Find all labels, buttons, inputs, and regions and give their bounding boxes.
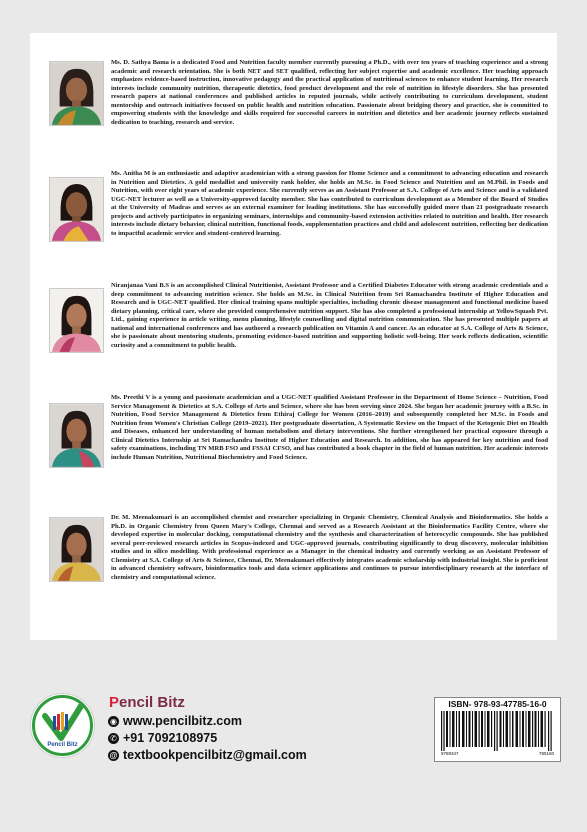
barcode-left-digits: 9789347 bbox=[441, 751, 459, 756]
profile-bio: Ms. D. Sathya Bama is a dedicated Food and Nutrition faculty member currently pursuing a Ph.D., with over ten years of teaching experience and a strong academic and research orientation. She is both NET and SET qualified, reflecting her subject expertise and academic excellence. Her teaching approach emphasizes evidence-based instruction, innovative pedagogy and the practical application of nutritional sciences to enhance student learning. Her research interests include community nutrition, therapeutic dietetics, food product development and the role of nutrition in lifestyle disorders. She has presented research papers at national conferences and published articles in reputed journals, while actively contributing to curriculum development, student mentorship and outreach initiatives focused on public health and nutrition education. Passionate about bridging theory and practice, she is committed to empowering students with the knowledge and skills required for successful careers in nutrition and dietetics and her academic journey reflects sustained dedication to teaching, research and service. bbox=[111, 59, 548, 126]
portrait-photo-icon bbox=[49, 177, 104, 242]
pencil-bitz-logo-icon bbox=[30, 693, 95, 758]
phone-icon: ✆ bbox=[108, 733, 119, 744]
biography-panel bbox=[30, 33, 557, 640]
barcode-digits bbox=[441, 751, 554, 756]
website-text: www.pencilbitz.com bbox=[123, 714, 242, 728]
portrait-photo-icon bbox=[49, 61, 104, 126]
website-link[interactable] bbox=[108, 713, 242, 729]
profile-bio: Ms. Preethi V is a young and passionate academician and a UGC-NET qualified Assistant Professor in the Department of Home Science – Nutrition, Food Service Management & Dietetics at S.A. College of Arts and Science, where she has been serving since 2024. She began her academic journey with a B.Sc. in Nutrition, Food Service Management & Dietetics from Ethiraj College for Women (2016–2019) and subsequently completed her M.Sc. in Foods and Nutrition from Women's Christian College (2019–2021). Her postgraduate dissertation, A Systematic Review on the Impact of the Ketogenic Diet on Health and Diseases, enhanced her understanding of human metabolism and dietary interventions. She further strengthened her practical exposure through a Clinical Dietetics Internship at Sri Ramachandra Institute of Higher Education and Research. In addition, she has appeared for key nutrition and food safety examinations, including TN MRB FSO and FSSAI CFSO, and has contributed a book chapter in the field of human nutrition. Her academic interests include Human Nutrition, Nutritional Biochemistry and Food Science. bbox=[111, 394, 548, 461]
portrait-photo-icon bbox=[49, 517, 104, 582]
barcode-icon bbox=[441, 711, 554, 751]
publisher-brand: Pencil Bitz bbox=[109, 694, 185, 711]
profile-bio: Niranjanaa Vani B.S is an accomplished Clinical Nutritionist, Assistant Professor and a Certified Diabetes Educator with strong academic credentials and a deep commitment to advancing nutrition science. She holds an M.Sc. in Clinical Nutrition from Sri Ramachandra Institute of Higher Education and Research and is UGC-NET qualified. Her clinical training spans multiple specialties, including chronic disease management and functional medicine based dietary planning, critical care, where she provided comprehensive nutrition support. She has also completed a professional internship at YellowSquash Pvt. Ltd., gaining experience in article writing, menu planning, lifestyle counselling and digital nutrition communication. She has presented multiple papers at national and international conferences and has authored a research publication on Vitamin A and cancer. As an educator at S.A. College of Arts & Science, she is passionate about mentoring students, promoting evidence-based nutrition and supporting holistic well-being. Her work reflects dedication, scientific curiosity and a commitment to public health. bbox=[111, 282, 548, 349]
isbn-barcode bbox=[434, 697, 561, 762]
phone-contact[interactable] bbox=[108, 730, 217, 746]
at-icon: @ bbox=[109, 750, 118, 760]
portrait-photo-icon bbox=[49, 288, 104, 353]
barcode-right-digits: 785160 bbox=[538, 751, 554, 756]
phone-text: +91 7092108975 bbox=[123, 731, 218, 745]
logo-label: Pencil Bitz bbox=[47, 742, 78, 748]
profile-bio: Dr. M. Meenakumari is an accomplished chemist and researcher specializing in Organic Chemistry, Chemical Analysis and Bioinformatics. She holds a Ph.D. in Organic Chemistry from Queen Mary's College, Chennai and served as a Research Assistant at the Bioinformatics Facility Centre, where she developed expertise in molecular docking, computational chemistry and the synthesis and characterization of heterocyclic compounds. She has published several peer-reviewed research articles in Scopus-indexed and UGC-approved journals, contributing significantly to drug discovery, molecular inhibition studies and in silico modelling. With professional experience as a Manager in the chemical industry and currently working as an Assistant Professor of Chemistry at S.A. College of Arts & Science, Chennai, Dr. Meenakumari effectively integrates academic scholarship with industrial insight. She is proficient in advanced chemistry software, bioinformatics tools and data science applications and continues to pursue interdisciplinary research at the interface of chemistry and computational science. bbox=[111, 514, 548, 581]
email-text: textbookpencilbitz@gmail.com bbox=[123, 748, 307, 762]
portrait-photo-icon bbox=[49, 403, 104, 468]
globe-icon: ◉ bbox=[108, 716, 119, 727]
profile-bio: Ms. Anitha M is an enthusiastic and adaptive academician with a strong passion for Home Science and a commitment to advancing education and research in Nutrition and Dietetics. A gold medallist and university rank holder, she holds an M.Sc. in Food Science and Nutrition and an M.Phil. in Foods and Nutrition, with over eight years of academic experience. She currently serves as an Assistant Professor at S.A. College of Arts and Science and is a validated UGC-NET lecturer as well as a University-approved faculty member. She has contributed to curriculum development as a Member of the Board of Studies at the University of Madras and serves as an external examiner for leading institutions. She has successfully guided more than 21 postgraduate research projects and actively participates in organizing seminars, internships and community-based extension activities related to nutrition and health. Her research interests include dietary behavior, clinical nutrition, functional foods, supplementation practices and child and adolescent nutrition, reflecting her dedication to impactful academic service and student-centered learning. bbox=[111, 170, 548, 237]
email-link[interactable] bbox=[108, 747, 307, 763]
isbn-label: ISBN- 978-93-47785-16-0 bbox=[448, 699, 547, 709]
